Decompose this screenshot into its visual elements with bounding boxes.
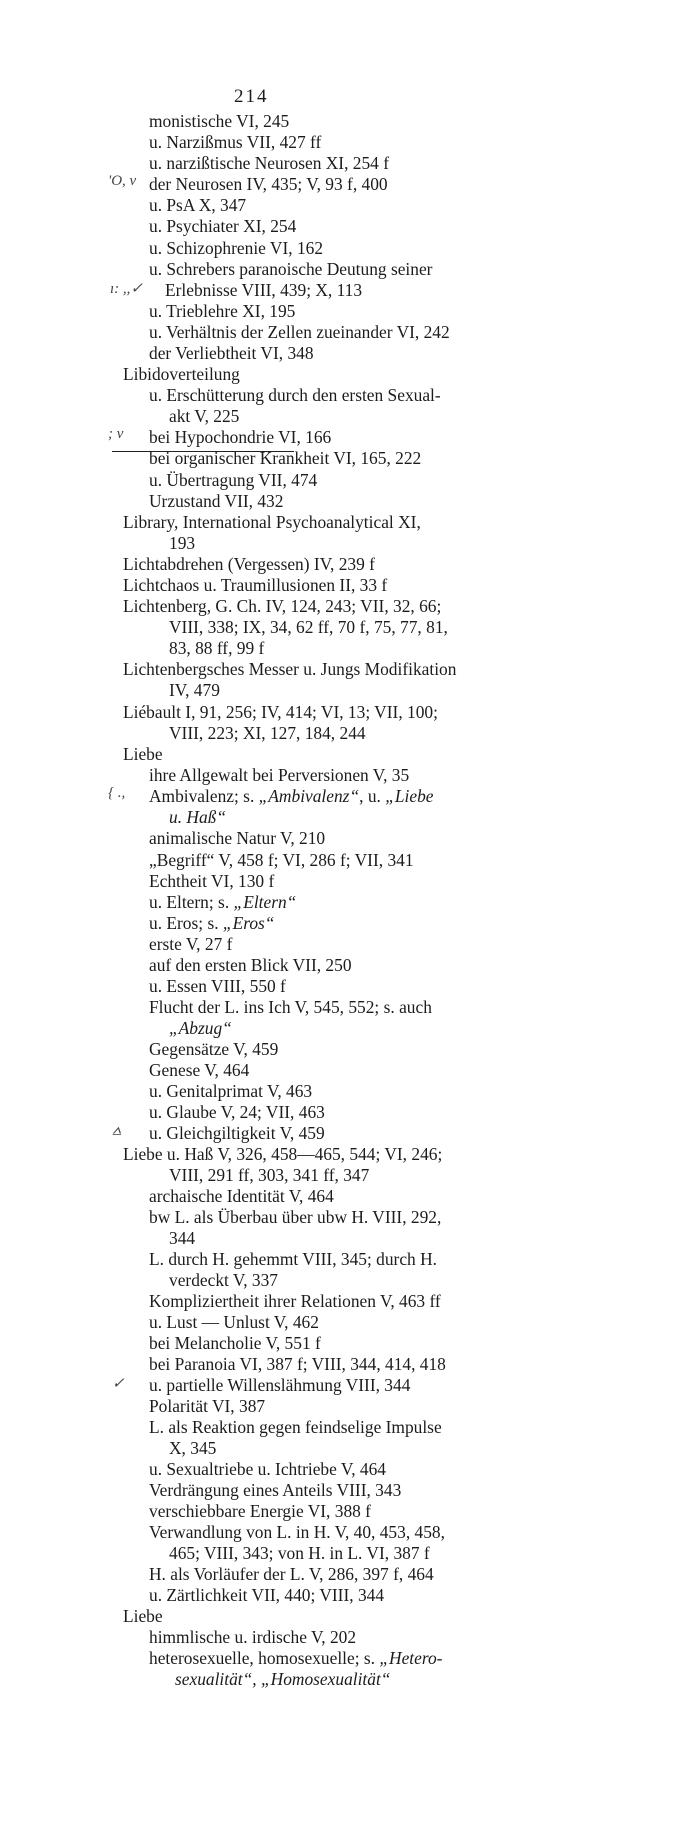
entry-text: Echtheit VI, 130 f [149, 871, 275, 891]
index-entry [175, 1668, 390, 1690]
entry-text: u. Eros; s. [149, 913, 223, 933]
index-entry [149, 1311, 319, 1333]
entry-text: auf den ersten Blick VII, 250 [149, 955, 352, 975]
index-entry [149, 469, 317, 491]
entry-text: X, 345 [169, 1438, 217, 1458]
entry-text: VIII, 338; IX, 34, 62 ff, 70 f, 75, 77, 81, [169, 617, 448, 637]
index-entry [123, 511, 421, 533]
entry-text: H. als Vorläufer der L. V, 286, 397 f, 464 [149, 1564, 434, 1584]
entry-text: 344 [169, 1228, 196, 1248]
index-entry [149, 975, 286, 997]
index-entry [149, 849, 414, 871]
index-entry [149, 1395, 265, 1417]
index-entry [149, 1353, 446, 1375]
entry-text: u. Glaube V, 24; VII, 463 [149, 1102, 325, 1122]
entry-text: der Verliebtheit VI, 348 [149, 343, 314, 363]
entry-text: Ambivalenz; s. [149, 786, 259, 806]
entry-text: bei Melancholie V, 551 f [149, 1333, 321, 1353]
index-entry [149, 131, 321, 153]
entry-text: monistische VI, 245 [149, 111, 290, 131]
index-entry [149, 215, 296, 237]
entry-text: Genese V, 464 [149, 1060, 250, 1080]
index-entry [149, 490, 283, 512]
entry-text: u. Erschütterung durch den ersten Sexual- [149, 385, 441, 405]
index-entry [149, 321, 450, 343]
entry-text: ihre Allgewalt bei Perversionen V, 35 [149, 765, 410, 785]
index-entry [149, 996, 432, 1018]
entry-text: 83, 88 ff, 99 f [169, 638, 265, 658]
entry-text: Polarität VI, 387 [149, 1396, 266, 1416]
index-entry [149, 426, 331, 448]
index-entry [149, 1122, 325, 1144]
entry-text: u. Eltern; s. [149, 892, 234, 912]
index-entry [149, 1500, 371, 1522]
entry-text: u. Zärtlichkeit VII, 440; VIII, 344 [149, 1585, 385, 1605]
entry-text: Lichtenberg, G. Ch. IV, 124, 243; VII, 32, 66; [123, 596, 442, 616]
index-entry [169, 1227, 195, 1249]
index-entry [123, 574, 387, 596]
entry-text: Gegensätze V, 459 [149, 1039, 279, 1059]
index-entry [149, 912, 274, 934]
index-entry [149, 1248, 437, 1270]
index-entry [149, 1647, 442, 1669]
index-entry [123, 701, 438, 723]
index-entry [149, 1332, 321, 1354]
entry-text: , u. [359, 786, 386, 806]
entry-text: u. Psychiater XI, 254 [149, 216, 297, 236]
index-entry [169, 722, 366, 744]
index-entry [169, 1269, 278, 1291]
entry-text: u. PsA X, 347 [149, 195, 247, 215]
entry-text: u. Verhältnis der Zellen zueinander VI, 242 [149, 322, 450, 342]
entry-text: L. als Reaktion gegen feindselige Impulse [149, 1417, 442, 1437]
index-entry [149, 891, 296, 913]
entry-text: Flucht der L. ins Ich V, 545, 552; s. auch [149, 997, 432, 1017]
entry-text: VIII, 291 ff, 303, 341 ff, 347 [169, 1165, 370, 1185]
index-entry [169, 637, 264, 659]
margin-mark: ; v [108, 426, 124, 442]
entry-text: u. Narzißmus VII, 427 ff [149, 132, 322, 152]
index-entry [149, 447, 421, 469]
entry-text: erste V, 27 f [149, 934, 233, 954]
entry-text: 465; VIII, 343; von H. in L. VI, 387 f [169, 1543, 430, 1563]
index-entry [169, 679, 220, 701]
index-entry [149, 1563, 434, 1585]
index-entry [149, 342, 314, 364]
entry-text: Urzustand VII, 432 [149, 491, 284, 511]
entry-text: bei organischer Krankheit VI, 165, 222 [149, 448, 422, 468]
entry-text: verschiebbare Energie VI, 388 f [149, 1501, 371, 1521]
entry-text: u. Übertragung VII, 474 [149, 470, 318, 490]
index-entry [149, 954, 352, 976]
margin-mark: ı: ,,✓ [110, 281, 143, 297]
index-entry [149, 1206, 441, 1228]
entry-text: u. Gleichgiltigkeit V, 459 [149, 1123, 325, 1143]
entry-text: VIII, 223; XI, 127, 184, 244 [169, 723, 366, 743]
index-entry [149, 152, 389, 174]
index-entry [149, 1374, 410, 1396]
entry-text: 193 [169, 533, 196, 553]
index-entry [123, 743, 163, 765]
entry-text: Verdrängung eines Anteils VIII, 343 [149, 1480, 402, 1500]
index-entry [123, 658, 456, 680]
entry-text: Liébault I, 91, 256; IV, 414; VI, 13; VII, 100; [123, 702, 438, 722]
index-entry [149, 1101, 325, 1123]
index-entry [123, 595, 441, 617]
entry-text: verdeckt V, 337 [169, 1270, 278, 1290]
entry-text: „Begriff“ V, 458 f; VI, 286 f; VII, 341 [149, 850, 414, 870]
index-entry [149, 1080, 312, 1102]
entry-text: u. Schizophrenie VI, 162 [149, 238, 324, 258]
entry-text: Lichtchaos u. Traumillusionen II, 33 f [123, 575, 388, 595]
entry-text: u. Essen VIII, 550 f [149, 976, 286, 996]
index-entry [149, 384, 441, 406]
index-entry [149, 258, 432, 280]
entry-text: IV, 479 [169, 680, 220, 700]
entry-text: u. Lust — Unlust V, 462 [149, 1312, 319, 1332]
entry-italic-text: „Liebe [385, 786, 434, 806]
entry-text: der Neurosen IV, 435; V, 93 f, 400 [149, 174, 388, 194]
index-entry [149, 110, 289, 132]
entry-italic-text: „Abzug“ [169, 1018, 232, 1038]
index-entry [123, 553, 375, 575]
entry-text: Liebe u. Haß V, 326, 458—465, 544; VI, 246; [123, 1144, 443, 1164]
index-entry [149, 1038, 278, 1060]
index-entry [149, 827, 325, 849]
index-entry [169, 1017, 232, 1039]
entry-text: u. partielle Willenslähmung VIII, 344 [149, 1375, 411, 1395]
entry-text: himmlische u. irdische V, 202 [149, 1627, 357, 1647]
index-entry [149, 933, 232, 955]
entry-text: Library, International Psychoanalytical XI, [123, 512, 421, 532]
index-entry [149, 1416, 442, 1438]
entry-text: Liebe [123, 1606, 163, 1626]
index-entry [149, 300, 295, 322]
index-entry [149, 1290, 441, 1312]
entry-italic-text: „Ambivalenz“ [258, 786, 360, 806]
entry-italic-text: sexualität“, „Homosexualität“ [175, 1669, 391, 1689]
index-entry [169, 806, 226, 828]
entry-text: u. Schrebers paranoische Deutung seiner [149, 259, 433, 279]
index-entry [149, 785, 434, 807]
entry-text: u. Trieblehre XI, 195 [149, 301, 296, 321]
index-entry [149, 194, 246, 216]
entry-text: animalische Natur V, 210 [149, 828, 326, 848]
index-entry [169, 1437, 216, 1459]
index-entry [149, 173, 388, 195]
index-entry [149, 870, 274, 892]
margin-mark: ✓ [112, 1376, 125, 1392]
entry-text: bei Paranoia VI, 387 f; VIII, 344, 414, 418 [149, 1354, 446, 1374]
margin-mark: 'O, v [108, 173, 137, 189]
index-entry [165, 279, 362, 301]
index-entry [169, 1164, 369, 1186]
index-entry [123, 1605, 163, 1627]
index-entry [149, 1584, 384, 1606]
entry-text: Verwandlung von L. in H. V, 40, 453, 458, [149, 1522, 445, 1542]
entry-text: bw L. als Überbau über ubw H. VIII, 292, [149, 1207, 442, 1227]
index-entry [149, 1059, 249, 1081]
entry-text: u. narzißtische Neurosen XI, 254 f [149, 153, 390, 173]
entry-text: Kompliziertheit ihrer Relationen V, 463 ff [149, 1291, 441, 1311]
index-entry [123, 363, 240, 385]
index-entry [169, 1542, 430, 1564]
entry-text: bei Hypochondrie VI, 166 [149, 427, 332, 447]
index-entry [149, 1458, 386, 1480]
entry-text: u. Genitalprimat V, 463 [149, 1081, 313, 1101]
index-entry [169, 532, 195, 554]
entry-text: Erlebnisse VIII, 439; X, 113 [165, 280, 363, 300]
margin-mark: ⩟ [112, 1123, 122, 1139]
index-entry [169, 616, 448, 638]
entry-italic-text: „Hetero- [379, 1648, 443, 1668]
entry-italic-text: „Eros“ [222, 913, 275, 933]
entry-italic-text: „Eltern“ [233, 892, 297, 912]
entry-text: Libidoverteilung [123, 364, 240, 384]
index-entry [149, 1626, 356, 1648]
index-entry [149, 1479, 401, 1501]
entry-text: archaische Identität V, 464 [149, 1186, 334, 1206]
index-entry [123, 1143, 442, 1165]
page-number: 214 [234, 86, 269, 107]
index-entry [149, 764, 409, 786]
entry-text: u. Sexualtriebe u. Ichtriebe V, 464 [149, 1459, 386, 1479]
entry-text: Lichtabdrehen (Vergessen) IV, 239 f [123, 554, 375, 574]
index-entry [149, 237, 323, 259]
entry-italic-text: u. Haß“ [169, 807, 227, 827]
index-entry [149, 1185, 334, 1207]
margin-mark: { ., [108, 785, 126, 801]
entry-text: Lichtenbergsches Messer u. Jungs Modifikation [123, 659, 457, 679]
index-entry [169, 405, 239, 427]
index-entry [149, 1521, 445, 1543]
entry-text: akt V, 225 [169, 406, 240, 426]
entry-text: L. durch H. gehemmt VIII, 345; durch H. [149, 1249, 438, 1269]
entry-text: heterosexuelle, homosexuelle; s. [149, 1648, 380, 1668]
entry-text: Liebe [123, 744, 163, 764]
